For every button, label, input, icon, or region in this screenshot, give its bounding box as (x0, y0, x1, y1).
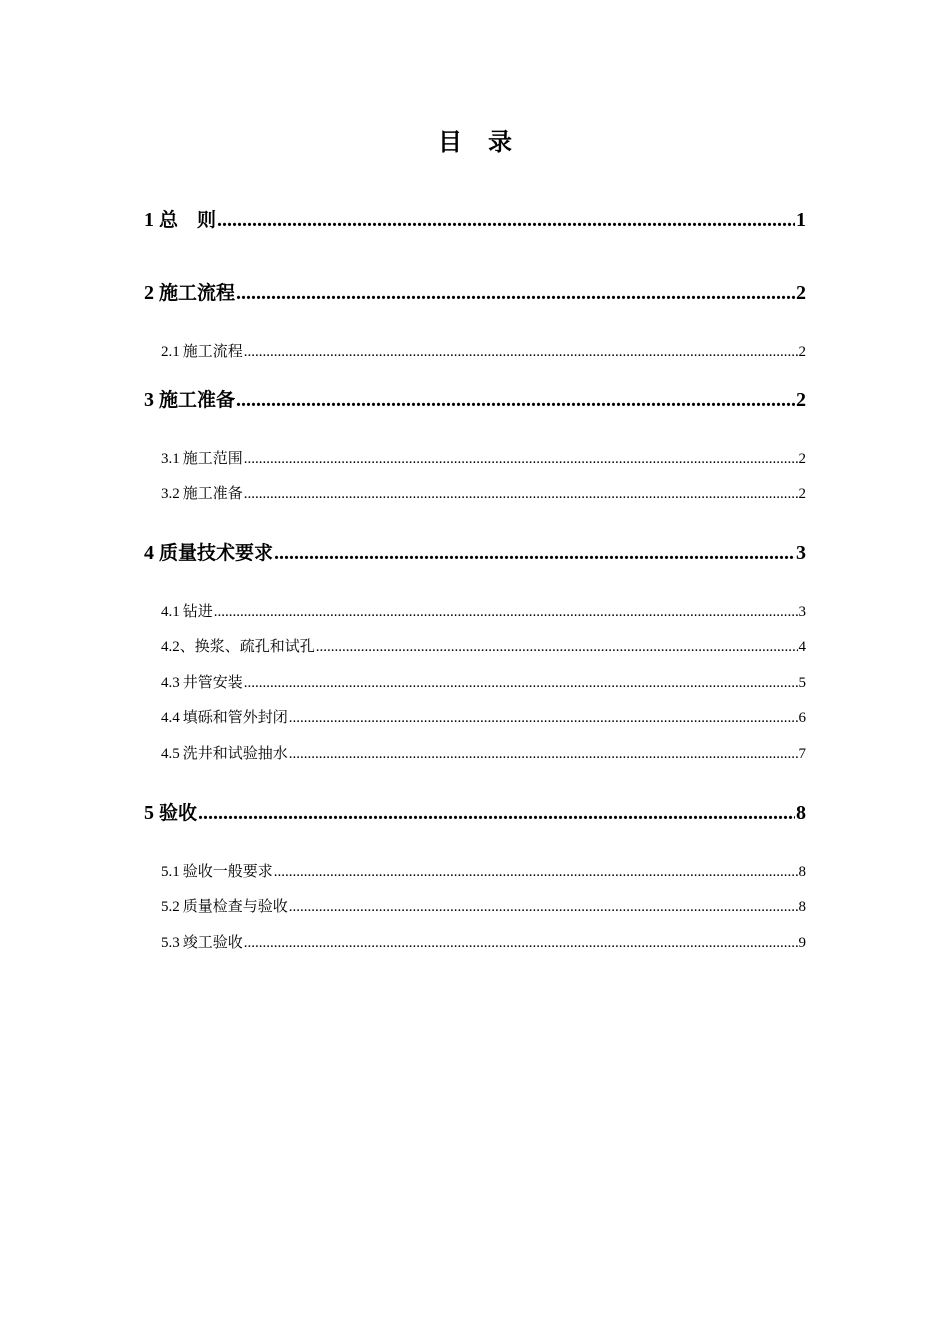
toc-dot-leader (236, 389, 795, 412)
toc-entry-number: 3.1 (161, 451, 180, 467)
toc-dot-leader (274, 864, 798, 881)
toc-entry-page: 4 (798, 639, 806, 655)
toc-entry-5-2[interactable] (161, 895, 806, 916)
toc-entry-5[interactable] (144, 798, 806, 825)
toc-entry-title: 施工流程 (182, 342, 243, 360)
toc-dot-leader (214, 604, 798, 621)
toc-dot-leader (289, 899, 798, 916)
toc-entry-title: 施工准备 (159, 389, 236, 411)
toc-entry-title: 验收一般要求 (182, 862, 273, 880)
toc-entry-page: 3 (796, 542, 806, 564)
toc-entry-1[interactable] (144, 205, 806, 232)
toc-entry-3-1[interactable] (161, 447, 806, 468)
toc-entry-number: 5.1 (161, 864, 180, 880)
toc-entry-page: 7 (798, 746, 806, 762)
toc-entry-4-1[interactable] (161, 600, 806, 621)
toc-entry-4[interactable] (144, 538, 806, 565)
toc-dot-leader (244, 451, 798, 468)
toc-entry-title: 钻进 (182, 602, 213, 620)
toc-entry-number: 4.1 (161, 604, 180, 620)
toc-entry-title: 质量检查与验收 (182, 897, 288, 915)
toc-entry-page: 1 (796, 209, 806, 231)
toc-entry-page: 9 (798, 935, 806, 951)
toc-entry-5-1[interactable] (161, 860, 806, 881)
toc-entry-number: 4.2 (161, 639, 180, 655)
toc-title-char-1: 目 (438, 128, 462, 156)
toc-dot-leader (316, 639, 798, 656)
toc-entry-4-3[interactable] (161, 671, 806, 692)
toc-entry-title: 质量技术要求 (159, 542, 274, 564)
toc-entry-number: 4.3 (161, 675, 180, 691)
toc-entry-2-1[interactable] (161, 340, 806, 361)
toc-entry-title: 填砾和管外封闭 (182, 708, 288, 726)
toc-entry-title: 施工范围 (182, 449, 243, 467)
toc-entry-page: 2 (796, 389, 806, 411)
toc-entry-number: 3 (144, 389, 154, 411)
toc-dot-leader (274, 542, 795, 565)
toc-entry-4-5[interactable] (161, 742, 806, 763)
toc-dot-leader (236, 282, 795, 305)
toc-entry-number: 2 (144, 282, 154, 304)
toc-entry-3[interactable] (144, 385, 806, 412)
toc-entry-number: 5 (144, 802, 154, 824)
toc-entry-page: 2 (796, 282, 806, 304)
toc-dot-leader (198, 802, 795, 825)
toc-entry-page: 5 (798, 675, 806, 691)
toc-entry-number: 5.2 (161, 899, 180, 915)
toc-entry-number: 3.2 (161, 486, 180, 502)
toc-entry-page: 2 (798, 486, 806, 502)
toc-entry-3-2[interactable] (161, 482, 806, 503)
toc-dot-leader (217, 209, 795, 232)
toc-entry-page: 3 (798, 604, 806, 620)
toc-entry-title: 井管安装 (182, 673, 243, 691)
toc-entry-page: 2 (798, 344, 806, 360)
toc-entry-number: 1 (144, 209, 154, 231)
toc-entry-title: 验收 (159, 802, 198, 824)
toc-entry-title: 施工准备 (182, 484, 243, 502)
toc-entry-page: 6 (798, 710, 806, 726)
toc-entry-page: 8 (796, 802, 806, 824)
toc-entry-4-2[interactable] (161, 635, 806, 656)
toc-title (0, 122, 950, 157)
toc-entry-page: 8 (798, 864, 806, 880)
toc-entry-number: 5.3 (161, 935, 180, 951)
toc-dot-leader (244, 935, 798, 952)
toc-entry-page: 2 (798, 451, 806, 467)
toc-entry-number: 2.1 (161, 344, 180, 360)
toc-entry-title: 洗井和试验抽水 (182, 744, 288, 762)
toc-dot-leader (244, 675, 798, 692)
toc-entry-number: 4.5 (161, 746, 180, 762)
toc-dot-leader (289, 746, 798, 763)
toc-entry-title: 施工流程 (159, 282, 236, 304)
toc-entry-number: 4.4 (161, 710, 180, 726)
toc-entry-2[interactable] (144, 278, 806, 305)
toc-entry-5-3[interactable] (161, 931, 806, 952)
toc-title-char-2: 录 (488, 128, 512, 156)
toc-dot-leader (244, 486, 798, 503)
toc-entry-page: 8 (798, 899, 806, 915)
toc-entry-number: 4 (144, 542, 154, 564)
toc-dot-leader (289, 710, 798, 727)
toc-dot-leader (244, 344, 798, 361)
toc-entry-4-4[interactable] (161, 706, 806, 727)
toc-entry-title: 竣工验收 (182, 933, 243, 951)
toc-entry-title: 、换浆、疏孔和试孔 (179, 637, 315, 655)
toc-entry-title: 总 则 (159, 209, 217, 231)
